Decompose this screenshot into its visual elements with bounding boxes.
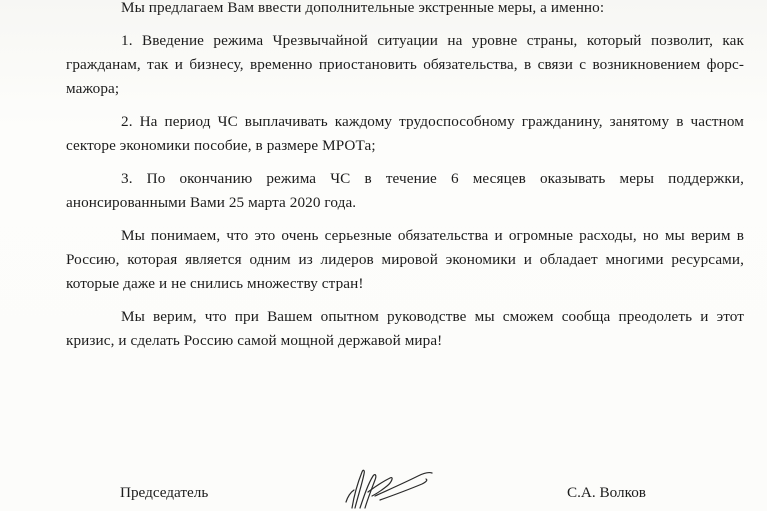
letter-body	[66, 0, 744, 353]
paragraph-measure-1: 1. Введение режима Чрезвычайной ситуации на уровне страны, который позволит, как гражданам, так и бизнесу, временно приостановить обязательства, в связи с возникновением форс-мажора;	[66, 31, 744, 98]
paragraph-measure-3: 3. По окончанию режима ЧС в течение 6 месяцев оказывать меры поддержки, анонсированными Вами 25 марта 2020 года.	[66, 169, 744, 211]
signature-block	[0, 476, 767, 511]
paragraph-measure-2: 2. На период ЧС выплачивать каждому трудоспособному гражданину, занятому в частном секторе экономики пособие, в размере МРОТа;	[66, 112, 744, 155]
signer-position: Председатель	[120, 484, 209, 501]
paragraph-closing: Мы верим, что при Вашем опытном руководстве мы сможем сообща преодолеть и этот кризис, и сделать Россию самой мощной державой мира!	[66, 307, 744, 349]
paragraph-understanding: Мы понимаем, что это очень серьезные обязательства и огромные расходы, но мы верим в Россию, которая является одним из лидеров мировой экономики и обладает многими ресурсами, которые даже и не снились множеству стран!	[66, 226, 744, 293]
paragraph-intro: Мы предлагаем Вам ввести дополнительные экстренные меры, а именно:	[121, 0, 605, 16]
signer-name: С.А. Волков	[567, 484, 646, 501]
